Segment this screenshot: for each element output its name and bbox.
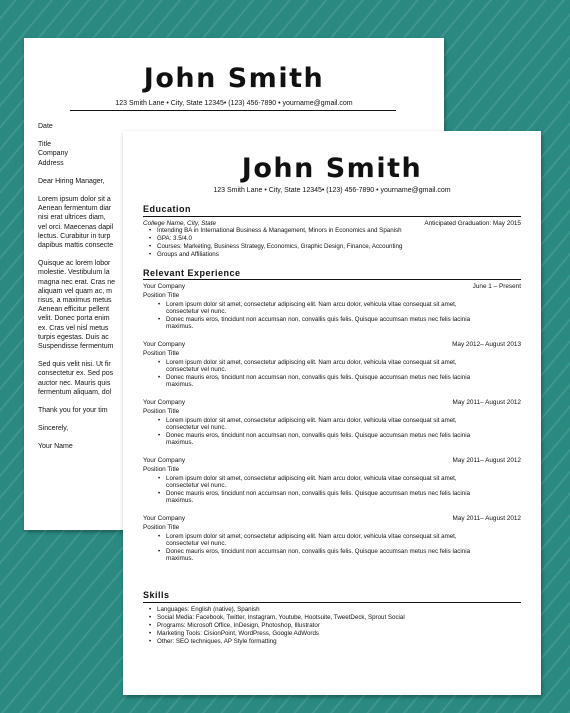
cover-letter-line: molestie. Vestibulum la: [38, 269, 110, 277]
resume-contact-line: 123 Smith Lane • City, State 12345• (123) 456-7890 • yourname@gmail.com: [213, 187, 451, 194]
job-bullet-continuation: consectetur vel nunc.: [166, 482, 227, 489]
education-bullet: • Groups and Affiliations: [157, 251, 219, 259]
job-bullet: • Donec mauris eros, tincidunt non accumsan non, convallis quis felis. Quisque accumsan metus nec felis lacinia: [166, 316, 470, 324]
job-bullet: • Lorem ipsum dolor sit amet, consectetur adipiscing elit. Nam arcu dolor, vehicula vitae consequat sit amet,: [166, 533, 457, 541]
cover-letter-line: lectus. Curabitur in turp: [38, 232, 111, 240]
job-bullet-continuation: maximus.: [166, 323, 194, 330]
job-bullet: • Lorem ipsum dolor sit amet, consectetur adipiscing elit. Nam arcu dolor, vehicula vitae consequat sit amet,: [166, 417, 457, 425]
paragraph-gap: [38, 250, 126, 259]
job-bullet-continuation: maximus.: [166, 555, 194, 562]
cover-letter-line: Suspendisse fermentum: [38, 343, 114, 351]
graduation-date: Anticipated Graduation: May 2015: [424, 220, 521, 227]
cover-contact-line: 123 Smith Lane • City, State 12345• (123) 456-7890 • yourname@gmail.com: [115, 100, 353, 107]
cover-letter-line: aliquam vel quam ac, m: [38, 287, 112, 295]
job-bullet: • Lorem ipsum dolor sit amet, consectetur adipiscing elit. Nam arcu dolor, vehicula vitae consequat sit amet,: [166, 301, 457, 309]
position-title: Position Title: [143, 292, 180, 299]
company-name: Your Company: [143, 283, 186, 290]
position-title: Position Title: [143, 350, 180, 357]
paragraph-gap: [38, 397, 126, 406]
cover-letter-line: Your Name: [38, 443, 73, 451]
experience-rule: [143, 279, 521, 280]
skills-bullet: • Marketing Tools: CisionPoint, WordPress, Google AdWords: [157, 630, 319, 638]
job-bullet-continuation: maximus.: [166, 497, 194, 504]
paragraph-gap: [38, 415, 126, 424]
resume-page: [123, 131, 541, 695]
job-dates: May 2011– August 2012: [452, 457, 521, 464]
cover-letter-line: velit. Donec porta enim: [38, 315, 110, 323]
cover-letter-line: Thank you for your tim: [38, 407, 108, 415]
cover-letter-line: vel orci. Maecenas dapil: [38, 223, 114, 231]
cover-letter-line: fermentum aliquam, dol: [38, 388, 112, 396]
cover-letter-line: turpis egestas. Duis ac: [38, 333, 109, 341]
job-bullet: • Donec mauris eros, tincidunt non accumsan non, convallis quis felis. Quisque accumsan metus nec felis lacinia: [166, 374, 470, 382]
cover-letter-line: ex. Cras vel nisl metus: [38, 324, 109, 332]
skills-rule: [143, 602, 521, 603]
skills-bullet: • Other: SEO techniques, AP Style formatting: [157, 638, 277, 646]
cover-letter-line: nisi erat ultrices diam,: [38, 214, 106, 222]
job-bullet: • Lorem ipsum dolor sit amet, consectetur adipiscing elit. Nam arcu dolor, vehicula vitae consequat sit amet,: [166, 475, 457, 483]
job-bullet: • Donec mauris eros, tincidunt non accumsan non, convallis quis felis. Quisque accumsan metus nec felis lacinia: [166, 490, 470, 498]
job-dates: May 2011– August 2012: [452, 399, 521, 406]
job-bullet-continuation: consectetur vel nunc.: [166, 308, 227, 315]
cover-letter-line: Quisque ac lorem lobor: [38, 260, 111, 268]
cover-letter-line: Dear Hiring Manager,: [38, 177, 105, 185]
cover-letter-line: magna nec erat. Cras ne: [38, 278, 116, 286]
experience-heading: Relevant Experience: [143, 268, 241, 278]
cover-letter-body: [38, 122, 126, 522]
position-title: Position Title: [143, 408, 180, 415]
cover-letter-line: risus, a maximus metus: [38, 297, 112, 305]
skills-bullet: • Programs: Microsoft Office, InDesign, Photoshop, Illustrator: [157, 622, 320, 630]
skills-bullet: • Languages: English (native), Spanish: [157, 606, 260, 614]
job-dates: June 1 – Present: [472, 283, 521, 290]
cover-letter-line: dapibus mattis consecte: [38, 242, 114, 250]
cover-letter-line: Date: [38, 123, 53, 130]
school-name: College Name, City, State: [143, 220, 217, 227]
position-title: Position Title: [143, 524, 180, 531]
cover-letter-line: Address: [38, 159, 64, 167]
cover-letter-line: auctor nec. Mauris quis: [38, 379, 111, 387]
job-bullet-continuation: consectetur vel nunc.: [166, 424, 227, 431]
paragraph-gap: [38, 433, 126, 442]
cover-letter-line: Aenean fermentum diar: [38, 205, 112, 213]
education-bullet: • GPA: 3.5/4.0: [157, 235, 192, 243]
job-bullet-continuation: consectetur vel nunc.: [166, 366, 227, 373]
job-bullet-continuation: maximus.: [166, 439, 194, 446]
paragraph-gap: [38, 131, 126, 140]
job-bullet-continuation: maximus.: [166, 381, 194, 388]
job-bullet: • Donec mauris eros, tincidunt non accumsan non, convallis quis felis. Quisque accumsan metus nec felis lacinia: [166, 432, 470, 440]
position-title: Position Title: [143, 466, 180, 473]
education-bullet: • Courses: Marketing, Business Strategy, Economics, Graphic Design, Finance, Accounting: [157, 243, 402, 251]
cover-letter-line: consectetur ex. Sed pos: [38, 370, 114, 378]
education-rule: [143, 216, 521, 217]
company-name: Your Company: [143, 399, 186, 406]
paragraph-gap: [38, 351, 126, 360]
paragraph-gap: [38, 186, 126, 195]
company-name: Your Company: [143, 457, 186, 464]
cover-letter-line: Aenean efficitur pellent: [38, 306, 110, 314]
cover-letter-line: Company: [38, 150, 68, 158]
job-dates: May 2011– August 2012: [452, 515, 521, 522]
skills-bullet: • Social Media: Facebook, Twitter, Instagram, Youtube, Hootsuite, TweetDeck, Sprout Social: [157, 614, 405, 622]
job-bullet-continuation: consectetur vel nunc.: [166, 540, 227, 547]
education-heading: Education: [143, 204, 192, 214]
cover-name: John Smith: [143, 63, 325, 94]
job-bullet: • Lorem ipsum dolor sit amet, consectetur adipiscing elit. Nam arcu dolor, vehicula vitae consequat sit amet,: [166, 359, 457, 367]
cover-letter-line: Sincerely,: [38, 425, 69, 433]
company-name: Your Company: [143, 341, 186, 348]
job-bullet: • Donec mauris eros, tincidunt non accumsan non, convallis quis felis. Quisque accumsan metus nec felis lacinia: [166, 548, 470, 556]
resume-name: John Smith: [241, 153, 423, 184]
education-bullet: • Intending BA in International Business & Management, Minors in Economics and Spanish: [157, 227, 402, 235]
company-name: Your Company: [143, 515, 186, 522]
cover-letter-line: Title: [38, 141, 51, 149]
cover-header-rule: [70, 110, 396, 111]
skills-heading: Skills: [143, 590, 170, 600]
paragraph-gap: [38, 168, 126, 177]
cover-letter-line: Sed quis velit nisi. Ut fir: [38, 361, 111, 369]
cover-letter-line: Lorem ipsum dolor sit a: [38, 196, 111, 204]
job-dates: May 2012– August 2013: [452, 341, 521, 348]
